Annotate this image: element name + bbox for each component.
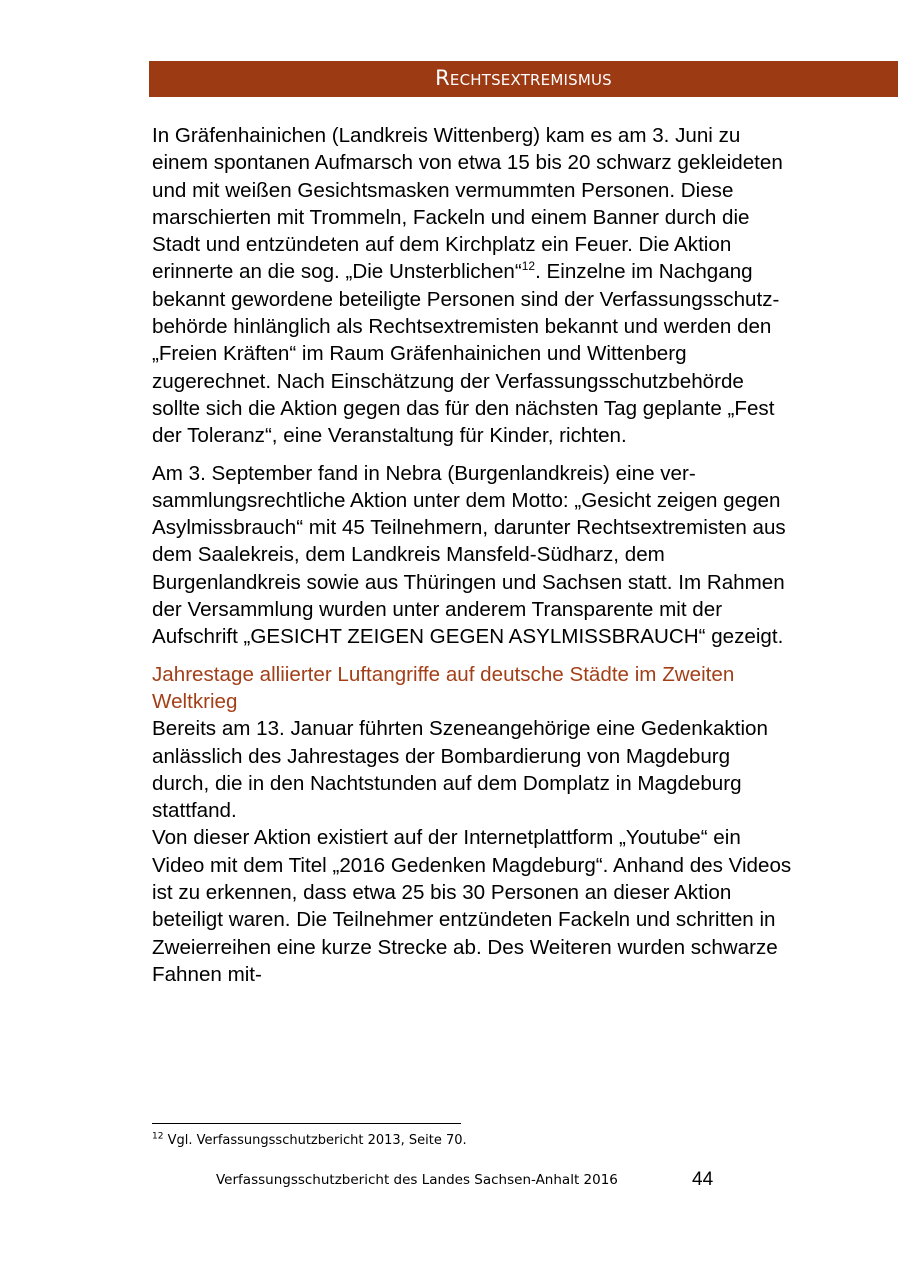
section-title: Rechtsextremismus bbox=[435, 66, 612, 90]
paragraph-magdeburg: Bereits am 13. Januar führten Szeneangehörige eine Gedenkaktion anlässlich des Jahrestages der Bombardierung von Magdeburg durch, die in den Nachtstunden auf dem Domplatz in Magdeburg stattfand. bbox=[152, 717, 768, 823]
main-text bbox=[152, 122, 792, 988]
paragraph-1-text-a: In Gräfenhainichen (Landkreis Wittenberg) kam es am 3. Juni zu einem spontanen Aufmarsch von etwa 15 bis 20 schwarz gekleideten und mit weißen Gesichtsmasken vermummten Personen. Diese marschierten mit Trommeln, Fackeln und einem Banner durch die Stadt und entzündeten auf dem Kirchplatz ein Feuer. Die Aktion erinnerte an die sog. „Die Unsterblichen“ bbox=[152, 124, 783, 284]
section-header-bar bbox=[149, 61, 898, 97]
paragraph-graefenhainichen bbox=[152, 122, 792, 450]
paragraph-1-text-b: . Einzelne im Nachgang bekannt gewordene beteiligte Personen sind der Verfassungsschutzbehörde hinlänglich als Rechtsextremisten bekannt und werden den „Freien Kräften“ im Raum Gräfenhainichen und Wittenberg zugerechnet. Nach Einschätzung der Verfassungsschutzbehörde sollte sich die Aktion gegen das für den nächsten Tag geplante „Fest der Toleranz“, eine Veranstaltung für Kinder, richten. bbox=[152, 260, 780, 448]
footnote-separator bbox=[152, 1123, 461, 1124]
footnote-reference[interactable]: 12 bbox=[521, 259, 536, 274]
footer-title: Verfassungsschutzbericht des Landes Sachsen-Anhalt 2016 bbox=[216, 1172, 618, 1188]
paragraph-youtube: Von dieser Aktion existiert auf der Internetplattform „Youtube“ ein Video mit dem Titel „2016 Gedenken Magdeburg“. Anhand des Videos ist zu erkennen, dass etwa 25 bis 30 Personen an dieser Aktion beteiligt waren. Die Teilnehmer entzündeten Fackeln und schritten in Zweierreihen eine kurze Strecke ab. Des Weiteren wurden schwarze Fahnen mit- bbox=[152, 826, 792, 986]
footnote-text: Vgl. Verfassungsschutzbericht 2013, Seite 70. bbox=[163, 1133, 467, 1148]
page-number: 44 bbox=[692, 1169, 714, 1190]
footnote-number: 12 bbox=[152, 1131, 164, 1142]
section-heading: Jahrestage alliierter Luftangriffe auf deutsche Städte im Zweiten Weltkrieg bbox=[152, 662, 735, 713]
footnote bbox=[152, 1132, 467, 1150]
paragraph-nebra: Am 3. September fand in Nebra (Burgenlandkreis) eine versammlungsrechtliche Aktion unter dem Motto: „Gesicht zeigen gegen Asylmissbrauch“ mit 45 Teilnehmern, darunter Rechtsextremisten aus dem Saalekreis, dem Landkreis Mansfeld-Südharz, dem Burgenlandkreis sowie aus Thüringen und Sachsen statt. Im Rahmen der Versammlung wurden unter anderem Transparente mit der Aufschrift „GESICHT ZEIGEN GEGEN ASYLMISSBRAUCH“ gezeigt. bbox=[152, 461, 786, 649]
